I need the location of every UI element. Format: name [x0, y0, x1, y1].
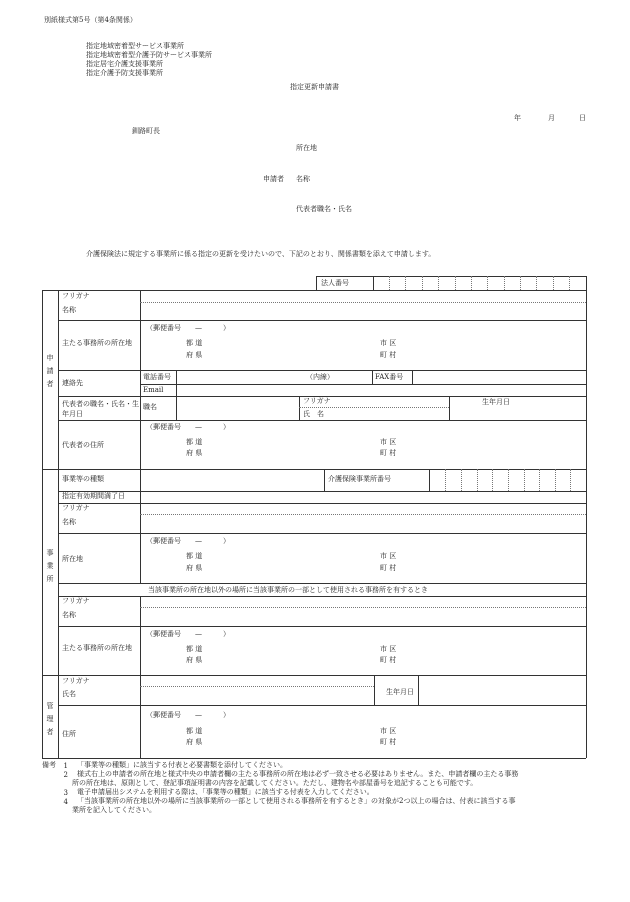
care-number-cells[interactable]: [429, 469, 586, 491]
rep-info-label: 代表者の職名・氏名・生年月日: [62, 400, 139, 418]
manager-address-label: 住所: [62, 730, 76, 738]
branch-machimura-label: 町 村: [380, 656, 397, 664]
rep-address-label: 代表者の住所: [62, 441, 104, 449]
form-number: 別紙様式第5号（第4条関係）: [44, 16, 137, 24]
branch-shiku-label: 市 区: [380, 645, 397, 653]
branch-name-field[interactable]: [141, 608, 585, 625]
rep-machimura-label: 町 村: [380, 449, 397, 457]
note-2-num: 2: [63, 771, 68, 779]
biz-fuken-label: 府 県: [186, 564, 203, 572]
manager-todo-label: 都 道: [186, 727, 203, 735]
phone-label: 電話番号: [143, 373, 171, 381]
business-section-label: 事業所: [46, 549, 54, 583]
date-year: 年: [514, 114, 521, 122]
todo-label: 都 道: [186, 339, 203, 347]
notes-label: 備考: [42, 761, 56, 769]
manager-section-label: 管理者: [46, 702, 54, 736]
email-label: Email: [143, 386, 164, 394]
manager-furigana-label: フリガナ: [62, 677, 90, 685]
note-2-cont: 所の所在地は、原則として、登記事項証明書の内容を記載してください。ただし、建物名や部屋番号を追記することも可能です。: [72, 779, 478, 787]
business-type-4: 指定介護予防支援事業所: [86, 69, 163, 77]
furigana-label: フリガナ: [62, 292, 90, 300]
biz-postal-label: （郵便番号 — ）: [146, 537, 230, 545]
expiry-field[interactable]: [141, 492, 585, 502]
rep-shimei-label: 氏 名: [303, 410, 324, 418]
biz-machimura-label: 町 村: [380, 564, 397, 572]
fuken-label: 府 県: [186, 351, 203, 359]
email-field[interactable]: [177, 385, 585, 395]
rep-name-field[interactable]: [330, 408, 448, 419]
applicant-section-label: 申請者: [46, 354, 54, 388]
note-3: 電子申請届出システムを利用する際は、「事業等の種類」に該当する付表を入力してください。: [77, 788, 374, 796]
representative-label: 代表者職名・氏名: [296, 205, 352, 213]
biz-location-field[interactable]: [141, 534, 585, 582]
rep-shiku-label: 市 区: [380, 438, 397, 446]
applicant-address-field[interactable]: [141, 321, 585, 369]
biz-furigana-label: フリガナ: [62, 504, 90, 512]
note-4-cont: 業所を記入してください。: [72, 806, 156, 814]
corp-number-cells[interactable]: [373, 276, 586, 290]
service-type-label: 事業等の種類: [62, 475, 104, 483]
rep-furigana-label: フリガナ: [303, 397, 331, 405]
care-number-label: 介護保険事業所番号: [328, 475, 391, 483]
manager-postal-label: （郵便番号 — ）: [146, 711, 230, 719]
note-4: 「当該事業所の所在地以外の場所に当該事業所の一部として使用される事務所を有するとき」の対象が2つ以上の場合は、付表に該当する事: [77, 797, 516, 805]
expiry-label: 指定有効期間満了日: [62, 492, 125, 500]
form-title: 指定更新申請書: [290, 83, 339, 91]
service-type-field[interactable]: [141, 470, 323, 490]
rep-title-label: 職名: [143, 403, 157, 411]
applicant-label: 申請者: [263, 175, 284, 183]
branch-fuken-label: 府 県: [186, 656, 203, 664]
machimura-label: 町 村: [380, 351, 397, 359]
corp-number-label: 法人番号: [321, 279, 349, 287]
branch-address-field[interactable]: [141, 627, 585, 674]
business-type-3: 指定居宅介護支援事業所: [86, 60, 163, 68]
biz-location-label: 所在地: [62, 555, 83, 563]
date-month: 月: [548, 114, 555, 122]
manager-birth-label: 生年月日: [386, 688, 414, 696]
manager-machimura-label: 町 村: [380, 738, 397, 746]
biz-name-label: 名称: [62, 518, 76, 526]
rep-todo-label: 都 道: [186, 438, 203, 446]
note-2: 様式右上の申請者の所在地と様式中央の申請者欄の主たる事務所の所在地は必ず一致させる必要はありません。また、申請者欄の主たる事務: [77, 770, 519, 778]
biz-name-field[interactable]: [141, 515, 585, 532]
applicant-address-label: 所在地: [296, 144, 317, 152]
name-label: 名称: [62, 306, 76, 314]
biz-todo-label: 都 道: [186, 552, 203, 560]
business-type-2: 指定地域密着型介護予防サービス事業所: [86, 51, 212, 59]
addressee: 釧路町長: [132, 127, 160, 135]
applicant-name-label: 名称: [296, 175, 310, 183]
manager-shiku-label: 市 区: [380, 727, 397, 735]
manager-fuken-label: 府 県: [186, 738, 203, 746]
fax-label: FAX番号: [375, 373, 404, 381]
note-1: 「事業等の種類」に該当する付表と必要書類を添付してください。: [77, 761, 287, 769]
other-location-note: 当該事業所の所在地以外の場所に当該事業所の一部として使用される事務所を有するとき: [148, 586, 428, 594]
manager-address-field[interactable]: [141, 706, 585, 757]
fax-field[interactable]: [413, 371, 585, 383]
extension-label: （内線）: [306, 373, 334, 381]
rep-title-field[interactable]: [177, 397, 298, 419]
branch-furigana-label: フリガナ: [62, 597, 90, 605]
main-office-label: 主たる事務所の所在地: [62, 339, 132, 347]
intro-text: 介護保険法に規定する事業所に係る指定の更新を受けたいので、下記のとおり、関係書類を添えて申請します。: [86, 250, 436, 258]
note-3-num: 3: [63, 789, 68, 797]
applicant-name-field[interactable]: [141, 303, 585, 319]
biz-shiku-label: 市 区: [380, 552, 397, 560]
rep-postal-label: （郵便番号 — ）: [146, 423, 230, 431]
shiku-label: 市 区: [380, 339, 397, 347]
branch-todo-label: 都 道: [186, 645, 203, 653]
manager-birth-field[interactable]: [419, 676, 585, 704]
note-4-num: 4: [63, 798, 68, 806]
phone-field[interactable]: [177, 371, 372, 383]
branch-name-label: 名称: [62, 611, 76, 619]
branch-postal-label: （郵便番号 — ）: [146, 630, 230, 638]
contact-label: 連絡先: [62, 379, 83, 387]
rep-address-field[interactable]: [141, 421, 585, 468]
rep-birth-label: 生年月日: [482, 398, 510, 406]
manager-name-label: 氏名: [62, 690, 76, 698]
manager-name-field[interactable]: [141, 687, 373, 704]
date-day: 日: [579, 114, 586, 122]
business-type-1: 指定地域密着型サービス事業所: [86, 42, 184, 50]
branch-office-label: 主たる事務所の所在地: [62, 644, 132, 652]
postal-code-label: （郵便番号 — ）: [146, 324, 230, 332]
rep-fuken-label: 府 県: [186, 449, 203, 457]
note-1-num: 1: [63, 762, 68, 770]
